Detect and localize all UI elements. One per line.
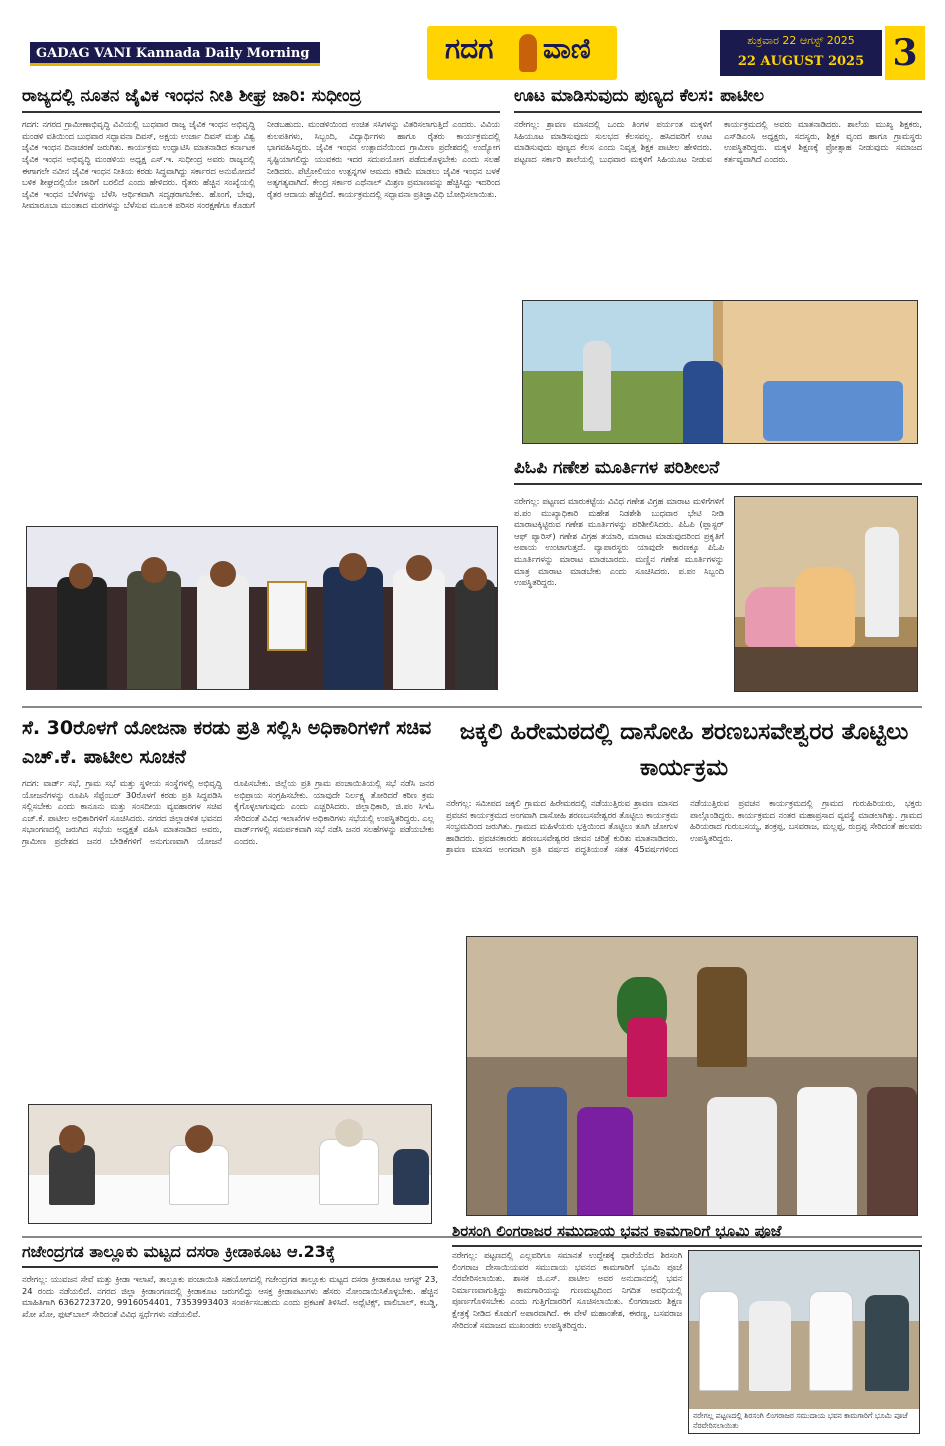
- article-dasara: [22, 1242, 438, 1432]
- article-headline: ಶಿರಸಂಗಿ ಲಿಂಗರಾಜರ ಸಮುದಾಯ ಭವನ ಕಾಮಗಾರಿಗೆ ಭೂಮಿ ಪೂಜೆ: [452, 1222, 922, 1247]
- foundation-ceremony-photo: [688, 1250, 920, 1434]
- date-english: 22 AUGUST 2025: [737, 54, 865, 69]
- article-body: ನರೇಗಲ್ಲ: ಪಟ್ಟಣದಲ್ಲಿ ಎಲ್ಲವರಿಗೂ ಸಮಾನತೆ ಉದ್ದೇಶಕ್ಕೆ ಧಾರೆಯೆರೆದ ಶಿರಸಂಗಿ ಲಿಂಗರಾಜ ದೇಸಾಯಿಯವರ ಸಮುದಾಯ ಭವನದ ಕಾಮಗಾರಿಗೆ ಭೂಮಿ ಪೂಜೆ ನೆರವೇರಿಸಲಾಯಿತು. ಶಾಸಕ ಜಿ.ಎಸ್. ಪಾಟೀಲ ಅವರ ಅನುದಾನದಲ್ಲಿ ಭವನ ನಿರ್ಮಾಣವಾಗುತ್ತಿದ್ದು ಕಾಮಗಾರಿಯನ್ನು ಗುಣಮಟ್ಟದಿಂದ ನಿಗದಿತ ಅವಧಿಯಲ್ಲಿ ಪೂರ್ಣಗೊಳಿಸಬೇಕು ಎಂದು ಗುತ್ತಿಗೆದಾರರಿಗೆ ಸೂಚಿಸಲಾಯಿತು. ಲಿಂಗರಾಜರು ಶಿಕ್ಷಣ ಕ್ಷೇತ್ರಕ್ಕೆ ನೀಡಿದ ಕೊಡುಗೆ ಅಪಾರವಾಗಿದೆ. ಈ ವೇಳೆ ಮಹಾಂತೇಶ, ಈರಣ್ಣ, ಬಸವರಾಜ ಸೇರಿದಂತೆ ಸಮಾಜದ ಮುಖಂಡರು ಉಪಸ್ಥಿತರಿದ್ದರು.: [452, 1250, 682, 1330]
- newspaper-logo: [427, 26, 617, 80]
- page-number: 3: [885, 26, 925, 80]
- logo-figure-icon: [519, 34, 537, 72]
- article-biofuel: [22, 86, 500, 526]
- article-headline: ಜಕ್ಕಲಿ ಹಿರೇಮಠದಲ್ಲಿ ದಾಸೋಹಿ ಶರಣಬಸವೇಶ್ವರರ ತೊಟ್ಟಿಲು ಕಾರ್ಯಕ್ರಮ: [459, 719, 909, 781]
- ganesha-idols-photo: [734, 496, 918, 692]
- photo-caption: ನರೇಗಲ್ಲ ಪಟ್ಟಣದಲ್ಲಿ ಶಿರಸಂಗಿ ಲಿಂಗರಾಜರ ಸಮುದಾಯ ಭವನ ಕಾಮಗಾರಿಗೆ ಭೂಮಿ ಪೂಜೆ ನೆರವೇರಿಸಲಾಯಿತು: [689, 1409, 919, 1433]
- logo-text-right: ವಾಣಿ: [543, 32, 591, 65]
- article-meal: [514, 86, 922, 296]
- article-body: ನರೇಗಲ್ಲ: ಶ್ರಾವಣ ಮಾಸದಲ್ಲಿ ಒಂದು ತಿಂಗಳ ಪರ್ಯಂತ ಮಕ್ಕಳಿಗೆ ಸಿಹಿಯೂಟ ಮಾಡಿಸುವುದು ಸುಲಭದ ಕೆಲಸವಲ್ಲ. ಹಸಿದವರಿಗೆ ಊಟ ಮಾಡಿಸುವುದು ಪುಣ್ಯದ ಕೆಲಸ ಎಂದು ನಿವೃತ್ತ ಶಿಕ್ಷಕ ಪಾಟೀಲ ಹೇಳಿದರು. ಪಟ್ಟಣದ ಸರ್ಕಾರಿ ಶಾಲೆಯಲ್ಲಿ ಬುಧವಾರ ಮಕ್ಕಳಿಗೆ ಸಿಹಿಯೂಟ ನೀಡುವ ಕಾರ್ಯಕ್ರಮದಲ್ಲಿ ಅವರು ಮಾತನಾಡಿದರು. ಶಾಲೆಯ ಮುಖ್ಯ ಶಿಕ್ಷಕರು, ಎಸ್‌ಡಿಎಂಸಿ ಅಧ್ಯಕ್ಷರು, ಸದಸ್ಯರು, ಶಿಕ್ಷಕ ವೃಂದ ಹಾಗೂ ಗ್ರಾಮಸ್ಥರು ಉಪಸ್ಥಿತರಿದ್ದರು. ಮಕ್ಕಳ ಶಿಕ್ಷಣಕ್ಕೆ ಪ್ರೋತ್ಸಾಹ ನೀಡುವುದು ಸಮಾಜದ ಕರ್ತವ್ಯವಾಗಿದೆ ಎಂದರು.: [514, 119, 922, 165]
- article-cradle: [446, 714, 922, 934]
- article-headline: ಊಟ ಮಾಡಿಸುವುದು ಪುಣ್ಯದ ಕೆಲಸ: ಪಾಟೀಲ: [514, 86, 922, 113]
- masthead: [20, 26, 925, 80]
- article-body: ನರೇಗಲ್ಲ: ಸಮೀಪದ ಜಕ್ಕಲಿ ಗ್ರಾಮದ ಹಿರೇಮಠದಲ್ಲಿ ನಡೆಯುತ್ತಿರುವ ಶ್ರಾವಣ ಮಾಸದ ಪ್ರವಚನ ಕಾರ್ಯಕ್ರಮದ ಅಂಗವಾಗಿ ದಾಸೋಹಿ ಶರಣಬಸವೇಶ್ವರರ ತೊಟ್ಟಿಲು ಕಾರ್ಯಕ್ರಮ ಸಂಭ್ರಮದಿಂದ ಜರುಗಿತು. ಗ್ರಾಮದ ಮಹಿಳೆಯರು ಭಕ್ತಿಯಿಂದ ತೊಟ್ಟಿಲು ತೂಗಿ ಜೋಗುಳ ಹಾಡಿದರು. ಪ್ರವಚನಕಾರರು ಶರಣಬಸವೇಶ್ವರರ ಜೀವನ ಚರಿತ್ರೆ ಕುರಿತು ಮಾತನಾಡಿದರು. ಶ್ರಾವಣ ಮಾಸದ ಅಂಗವಾಗಿ ಪ್ರತಿ ವರ್ಷದ ಪದ್ಧತಿಯಂತೆ ಸತತ 45ವರ್ಷಗಳಿಂದ ನಡೆಯುತ್ತಿರುವ ಪ್ರವಚನ ಕಾರ್ಯಕ್ರಮದಲ್ಲಿ ಗ್ರಾಮದ ಗುರುಹಿರಿಯರು, ಭಕ್ತರು ಪಾಲ್ಗೊಂಡಿದ್ದರು. ಕಾರ್ಯಕ್ರಮದ ನಂತರ ಮಹಾಪ್ರಸಾದ ವ್ಯವಸ್ಥೆ ಮಾಡಲಾಗಿತ್ತು. ಗ್ರಾಮದ ಹಿರಿಯರಾದ ಗುರುಬಸಯ್ಯ, ಶಂಕ್ರಪ್ಪ, ಬಸವರಾಜ, ಮಲ್ಲಪ್ಪ, ರುದ್ರಪ್ಪ ಸೇರಿದಂತೆ ಹಲವರು ಉಪಸ್ಥಿತರಿದ್ದರು.: [446, 798, 922, 855]
- officials-meeting-photo: [28, 1104, 432, 1224]
- article-headline: ರಾಜ್ಯದಲ್ಲಿ ನೂತನ ಜೈವಿಕ ಇಂಧನ ನೀತಿ ಶೀಘ್ರ ಜಾರಿ: ಸುಧೀಂದ್ರ: [22, 86, 500, 113]
- cradle-ceremony-photo: [466, 936, 918, 1216]
- section-divider: [22, 706, 922, 708]
- biofuel-event-photo: [26, 526, 498, 690]
- article-body: ಗದಗ: ವಾರ್ಡ್ ಸಭೆ, ಗ್ರಾಮ ಸಭೆ ಮತ್ತು ಸ್ಥಳೀಯ ಸಂಸ್ಥೆಗಳಲ್ಲಿ ಅಭಿವೃದ್ಧಿ ಯೋಜನೆಗಳನ್ನು ರೂಪಿಸಿ ಸೆಪ್ಟೆಂಬರ್ 30ರೊಳಗೆ ಕರಡು ಪ್ರತಿ ಸಿದ್ಧಪಡಿಸಿ ಸಲ್ಲಿಸಬೇಕು ಎಂದು ಕಾನೂನು ಮತ್ತು ಸಂಸದೀಯ ವ್ಯವಹಾರಗಳ ಸಚಿವ ಎಚ್.ಕೆ. ಪಾಟೀಲ ಅಧಿಕಾರಿಗಳಿಗೆ ಸೂಚಿಸಿದರು. ನಗರದ ಜಿಲ್ಲಾಡಳಿತ ಭವನದ ಸಭಾಂಗಣದಲ್ಲಿ ಜರುಗಿದ ಸಭೆಯ ಅಧ್ಯಕ್ಷತೆ ವಹಿಸಿ ಮಾತನಾಡಿದ ಅವರು, ಗ್ರಾಮೀಣ ಪ್ರದೇಶದ ಜನರ ಬೇಡಿಕೆಗಳಿಗೆ ಅನುಗುಣವಾಗಿ ಯೋಜನೆ ರೂಪಿಸಬೇಕು. ಜಿಲ್ಲೆಯ ಪ್ರತಿ ಗ್ರಾಮ ಪಂಚಾಯಿತಿಯಲ್ಲಿ ಸಭೆ ನಡೆಸಿ ಜನರ ಅಭಿಪ್ರಾಯ ಸಂಗ್ರಹಿಸಬೇಕು. ಯಾವುದೇ ನಿರ್ಲಕ್ಷ್ಯ ತೋರಿದರೆ ಕಠಿಣ ಕ್ರಮ ಕೈಗೊಳ್ಳಲಾಗುವುದು ಎಂದು ಎಚ್ಚರಿಸಿದರು. ಜಿಲ್ಲಾಧಿಕಾರಿ, ಜಿ.ಪಂ ಸಿಇಓ ಸೇರಿದಂತೆ ವಿವಿಧ ಇಲಾಖೆಗಳ ಅಧಿಕಾರಿಗಳು ಸಭೆಯಲ್ಲಿ ಉಪಸ್ಥಿತರಿದ್ದರು. ಎಲ್ಲ ವಾರ್ಡ್‌ಗಳಲ್ಲಿ ಸಮರ್ಪಕವಾಗಿ ಸಭೆ ನಡೆಸಿ ಜನರ ಸಲಹೆಗಳನ್ನು ಪಡೆಯಬೇಕು ಎಂದರು.: [22, 778, 434, 846]
- date-box: [720, 30, 882, 76]
- paper-name: GADAG VANI Kannada Daily Morning: [30, 42, 320, 66]
- article-draft-plan: [22, 714, 434, 1032]
- article-headline: ಗಜೇಂದ್ರಗಡ ತಾಲ್ಲೂಕು ಮಟ್ಟದ ದಸರಾ ಕ್ರೀಡಾಕೂಟ ಆ.23ಕ್ಕೆ: [22, 1242, 438, 1268]
- article-body: ಗದಗ: ನಗರದ ಗ್ರಾಮೀಣಾಭಿವೃದ್ಧಿ ವಿವಿಯಲ್ಲಿ ಬುಧವಾರ ರಾಜ್ಯ ಜೈವಿಕ ಇಂಧನ ಅಭಿವೃದ್ಧಿ ಮಂಡಳಿ ವತಿಯಿಂದ ಬುಧವಾರ ಸದ್ಭಾವನಾ ದಿವಸ್, ಅಕ್ಷಯ ಉರ್ಜಾ ದಿವಸ್ ಮತ್ತು ವಿಶ್ವ ಜೈವಿಕ ಇಂಧನ ದಿನಾಚರಣೆ ಜರುಗಿತು. ಕಾರ್ಯಕ್ರಮ ಉದ್ಘಾಟಿಸಿ ಮಾತನಾಡಿದ ಕರ್ನಾಟಕ ಜೈವಿಕ ಇಂಧನ ಅಭಿವೃದ್ಧಿ ಮಂಡಳಿಯ ಅಧ್ಯಕ್ಷ ಎಸ್.ಇ. ಸುಧೀಂದ್ರ ಅವರು ರಾಜ್ಯದಲ್ಲಿ ಈಗಾಗಲೇ ನವೀನ ಜೈವಿಕ ಇಂಧನ ನೀತಿಯ ಕರಡು ಸಿದ್ಧವಾಗಿದ್ದು ಸರ್ಕಾರದ ಅನುಮೋದನೆ ಬಳಿಕ ಶೀಘ್ರದಲ್ಲಿಯೇ ಜಾರಿಗೆ ಬರಲಿದೆ ಎಂದು ಹೇಳಿದರು. ರೈತರು ಹೆಚ್ಚಿನ ಸಂಖ್ಯೆಯಲ್ಲಿ ಜೈವಿಕ ಇಂಧನ ಬೆಳೆಗಳನ್ನು ಬೆಳೆಸಿ ಆರ್ಥಿಕವಾಗಿ ಸದೃಢರಾಗಬೇಕು. ಹೊಂಗೆ, ಬೇವು, ಸೀಮಾರೂಬಾ ಮುಂತಾದ ಮರಗಳನ್ನು ಬೆಳೆಸುವ ಮೂಲಕ ಪರಿಸರ ಸಂರಕ್ಷಣೆಗೂ ಕೊಡುಗೆ ನೀಡಬಹುದು. ಮಂಡಳಿಯಿಂದ ಉಚಿತ ಸಸಿಗಳನ್ನು ವಿತರಿಸಲಾಗುತ್ತಿದೆ ಎಂದರು. ವಿವಿಯ ಕುಲಪತಿಗಳು, ಸಿಬ್ಬಂದಿ, ವಿದ್ಯಾರ್ಥಿಗಳು ಹಾಗೂ ರೈತರು ಕಾರ್ಯಕ್ರಮದಲ್ಲಿ ಭಾಗವಹಿಸಿದ್ದರು. ಜೈವಿಕ ಇಂಧನ ಉತ್ಪಾದನೆಯಿಂದ ಗ್ರಾಮೀಣ ಪ್ರದೇಶದಲ್ಲಿ ಉದ್ಯೋಗ ಸೃಷ್ಟಿಯಾಗಲಿದ್ದು ಯುವಕರು ಇದರ ಸದುಪಯೋಗ ಪಡೆದುಕೊಳ್ಳಬೇಕು ಎಂದು ಸಲಹೆ ನೀಡಿದರು. ಪೆಟ್ರೋಲಿಯಂ ಉತ್ಪನ್ನಗಳ ಆಮದು ಕಡಿಮೆ ಮಾಡಲು ಜೈವಿಕ ಇಂಧನ ಬಳಕೆ ಅತ್ಯಗತ್ಯವಾಗಿದೆ. ಕೇಂದ್ರ ಸರ್ಕಾರ ಎಥೆನಾಲ್ ಮಿಶ್ರಣ ಪ್ರಮಾಣವನ್ನು ಹೆಚ್ಚಿಸಿದ್ದು ಇದರಿಂದ ರೈತರ ಆದಾಯ ಹೆಚ್ಚಲಿದೆ. ಕಾರ್ಯಕ್ರಮದಲ್ಲಿ ಸದ್ಭಾವನಾ ಪ್ರತಿಜ್ಞಾವಿಧಿ ಬೋಧಿಸಲಾಯಿತು.: [22, 119, 500, 211]
- date-kannada: ಶುಕ್ರವಾರ 22 ಆಗಸ್ಟ್ 2025: [747, 34, 855, 47]
- logo-text-left: ಗದಗ: [445, 32, 494, 65]
- article-headline: ಪಿಓಪಿ ಗಣೇಶ ಮೂರ್ತಿಗಳ ಪರಿಶೀಲನೆ: [514, 458, 922, 485]
- article-body: ನರೇಗಲ್ಲ: ಯುವಜನ ಸೇವೆ ಮತ್ತು ಕ್ರೀಡಾ ಇಲಾಖೆ, ತಾಲ್ಲೂಕು ಪಂಚಾಯಿತಿ ಸಹಯೋಗದಲ್ಲಿ ಗಜೇಂದ್ರಗಡ ತಾಲ್ಲೂಕು ಮಟ್ಟದ ದಸರಾ ಕ್ರೀಡಾಕೂಟ ಆಗಸ್ಟ್ 23, 24 ರಂದು ನಡೆಯಲಿದೆ. ನಗರದ ಜಿಲ್ಲಾ ಕ್ರೀಡಾಂಗಣದಲ್ಲಿ ಕ್ರೀಡಾಕೂಟ ಜರುಗಲಿದ್ದು ಆಸಕ್ತ ಕ್ರೀಡಾಪಟುಗಳು ಹೆಸರು ನೋಂದಾಯಿಸಿಕೊಳ್ಳಬೇಕು. ಹೆಚ್ಚಿನ ಮಾಹಿತಿಗಾಗಿ 6362723720, 9916054401, 7353993403 ಸಂಪರ್ಕಿಸಬಹುದು ಎಂದು ಪ್ರಕಟಣೆ ತಿಳಿಸಿದೆ. ಅಥ್ಲೆಟಿಕ್ಸ್, ವಾಲಿಬಾಲ್, ಕಬಡ್ಡಿ, ಖೋ ಖೋ, ಫುಟ್‌ಬಾಲ್ ಸೇರಿದಂತೆ ವಿವಿಧ ಸ್ಪರ್ಧೆಗಳು ನಡೆಯಲಿವೆ.: [22, 1274, 438, 1319]
- article-body: ನರೇಗಲ್ಲ: ಪಟ್ಟಣದ ಮಾರುಕಟ್ಟೆಯ ವಿವಿಧ ಗಣೇಶ ವಿಗ್ರಹ ಮಾರಾಟ ಮಳಿಗೆಗಳಿಗೆ ಪ.ಪಂ ಮುಖ್ಯಾಧಿಕಾರಿ ಮಹೇಶ ನಿಡಶೇಶಿ ಬುಧವಾರ ಭೇಟಿ ನೀಡಿ ಮಾರಾಟಕ್ಕಿಟ್ಟಿರುವ ಗಣೇಶ ಮೂರ್ತಿಗಳನ್ನು ಪರಿಶೀಲಿಸಿದರು. ಪಿಓಪಿ (ಪ್ಲಾಸ್ಟರ್ ಆಫ್ ಪ್ಯಾರಿಸ್) ಗಣೇಶ ವಿಗ್ರಹ ತಯಾರಿ, ಮಾರಾಟ ಮಾಡುವುದರಿಂದ ಪ್ರಕೃತಿಗೆ ಅಪಾಯ ಉಂಟಾಗುತ್ತದೆ. ವ್ಯಾಪಾರಸ್ಥರು ಯಾವುದೇ ಕಾರಣಕ್ಕೂ ಪಿಓಪಿ ಮೂರ್ತಿಗಳನ್ನು ಮಾರಾಟ ಮಾಡಬಾರದು. ಮಣ್ಣಿನ ಗಣೇಶ ಮೂರ್ತಿಗಳನ್ನು ಮಾತ್ರ ಮಾರಾಟ ಮಾಡಬೇಕು ಎಂದು ಸೂಚಿಸಿದರು. ಪ.ಪಂ ಸಿಬ್ಬಂದಿ ಉಪಸ್ಥಿತರಿದ್ದರು.: [514, 496, 724, 588]
- article-headline: ಸೆ. 30ರೊಳಗೆ ಯೋಜನಾ ಕರಡು ಪ್ರತಿ ಸಲ್ಲಿಸಿ ಅಧಿಕಾರಿಗಳಿಗೆ ಸಚಿವ ಎಚ್.ಕೆ. ಪಾಟೀಲ ಸೂಚನೆ: [22, 717, 432, 768]
- school-meal-photo: [522, 300, 918, 444]
